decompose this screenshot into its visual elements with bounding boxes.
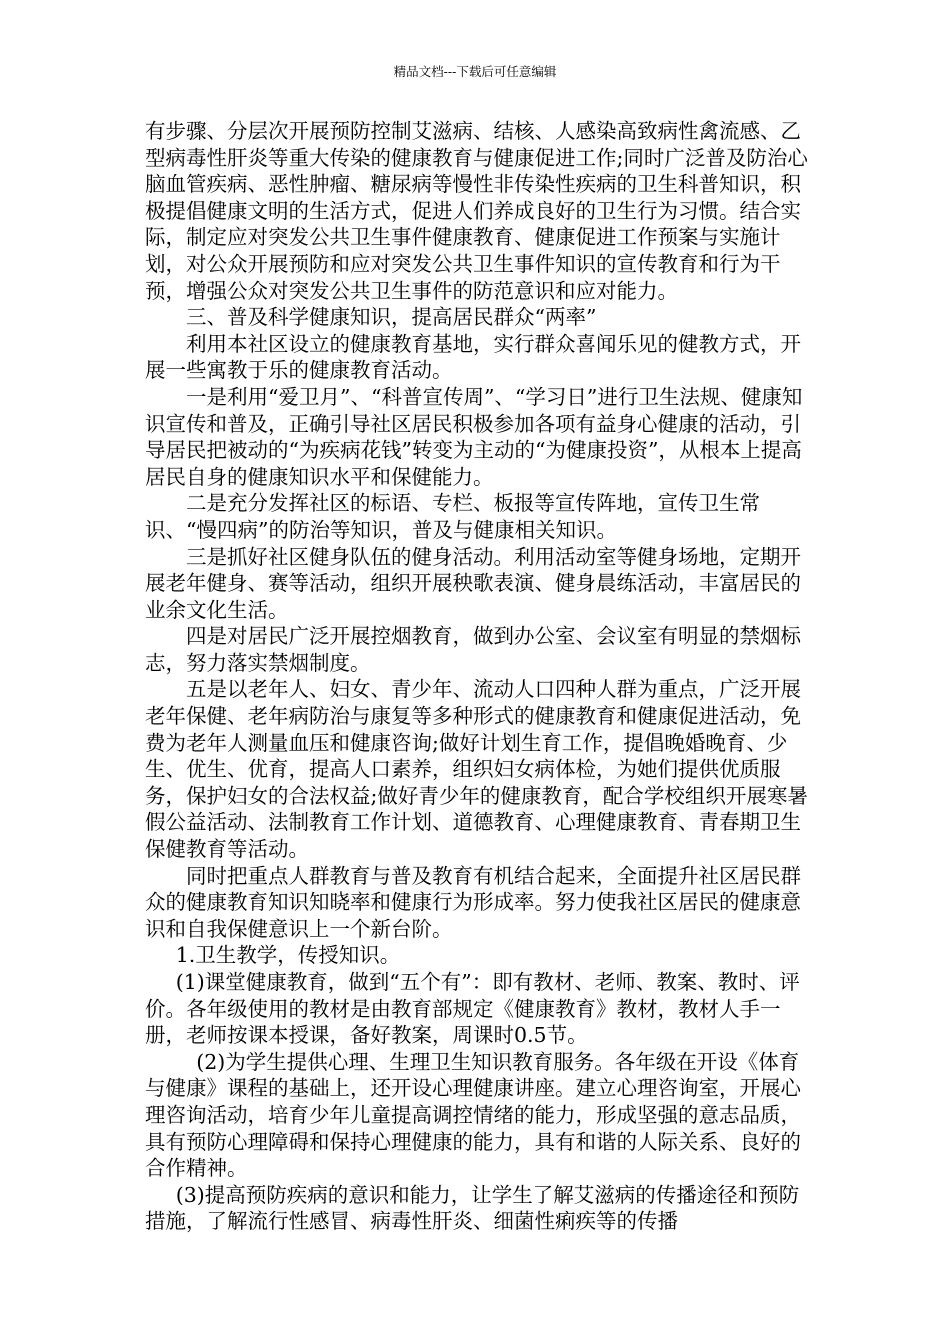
section-heading-3: 三、普及科学健康知识，提高居民群众“两率” — [186, 305, 597, 330]
document-body — [145, 118, 810, 1235]
paragraph-8: 同时把重点人群教育与普及教育有机结合起来，全面提升社区居民群众的健康教育知识知晓率和健康行为形成率。努力使我社区居民的健康意识和自我保健意识上一个新台阶。 — [145, 863, 801, 941]
paragraph-10: (2)为学生提供心理、生理卫生知识教育服务。各年级在开设《体育与健康》课程的基础上，还开设心理健康讲座。建立心理咨询室，开展心理咨询活动，培育少年儿童提高调控情绪的能力，形成坚强的意志品质，具有预防心理障碍和保持心理健康的能力，具有和谐的人际关系、良好的合作精神。 — [145, 1049, 801, 1181]
page-header: 精品文档---下载后可任意编辑 — [393, 64, 557, 79]
paragraph-7: 五是以老年人、妇女、青少年、流动人口四种人群为重点，广泛开展老年保健、老年病防治与康复等多种形式的健康教育和健康促进活动，免费为老年人测量血压和健康咨询;做好计划生育工作，提倡晚婚晚育、少生、优生、优育，提高人口素养，组织妇女病体检，为她们提供优质服务，保护妇女的合法权益;做好青少年的健康教育，配合学校组织开展寒暑假公益活动、法制教育工作计划、道德教育、心理健康教育、青春期卫生保健教育等活动。 — [145, 677, 808, 862]
paragraph-11: (3)提高预防疾病的意识和能力，让学生了解艾滋病的传播途径和预防措施，了解流行性感冒、病毒性肝炎、细菌性痢疾等的传播 — [145, 1182, 800, 1234]
paragraph-1: 有步骤、分层次开展预防控制艾滋病、结核、人感染高致病性禽流感、乙型病毒性肝炎等重大传染的健康教育与健康促进工作;同时广泛普及防治心脑血管疾病、恶性肿瘤、糖尿病等慢性非传染性疾病的卫生科普知识，积极提倡健康文明的生活方式，促进人们养成良好的卫生行为习惯。结合实际，制定应对突发公共卫生事件健康教育、健康促进工作预案与实施计划，对公众开展预防和应对突发公共卫生事件知识的宣传教育和行为干预，增强公众对突发公共卫生事件的防范意识和应对能力。 — [145, 119, 808, 303]
paragraph-4: 二是充分发挥社区的标语、专栏、板报等宣传阵地，宣传卫生常识、“慢四病”的防治等知识，普及与健康相关知识。 — [145, 491, 760, 542]
paragraph-6: 四是对居民广泛开展控烟教育，做到办公室、会议室有明显的禁烟标志，努力落实禁烟制度。 — [145, 624, 801, 675]
paragraph-5: 三是抓好社区健身队伍的健身活动。利用活动室等健身场地，定期开展老年健身、赛等活动，组织开展秧歌表演、健身晨练活动，丰富居民的业余文化生活。 — [145, 544, 801, 622]
paragraph-2: 利用本社区设立的健康教育基地，实行群众喜闻乐见的健教方式，开展一些寓教于乐的健康教育活动。 — [145, 331, 801, 383]
subheading-1: 1.卫生教学，传授知识。 — [175, 943, 401, 968]
paragraph-9: (1)课堂健康教育，做到“五个有”：即有教材、老师、教案、教时、评价。各年级使用的教材是由教育部规定《健康教育》教材，教材人手一册，老师按课本授课，备好教案，周课时0.5节。 — [145, 970, 800, 1048]
paragraph-3: 一是利用“爱卫月”、“科普宣传周”、“学习日”进行卫生法规、健康知识宣传和普及，正确引导社区居民积极参加各项有益身心健康的活动，引导居民把被动的“为疾病花钱”转变为主动的“为健康投资”，从根本上提高居民自身的健康知识水平和保健能力。 — [145, 384, 803, 489]
